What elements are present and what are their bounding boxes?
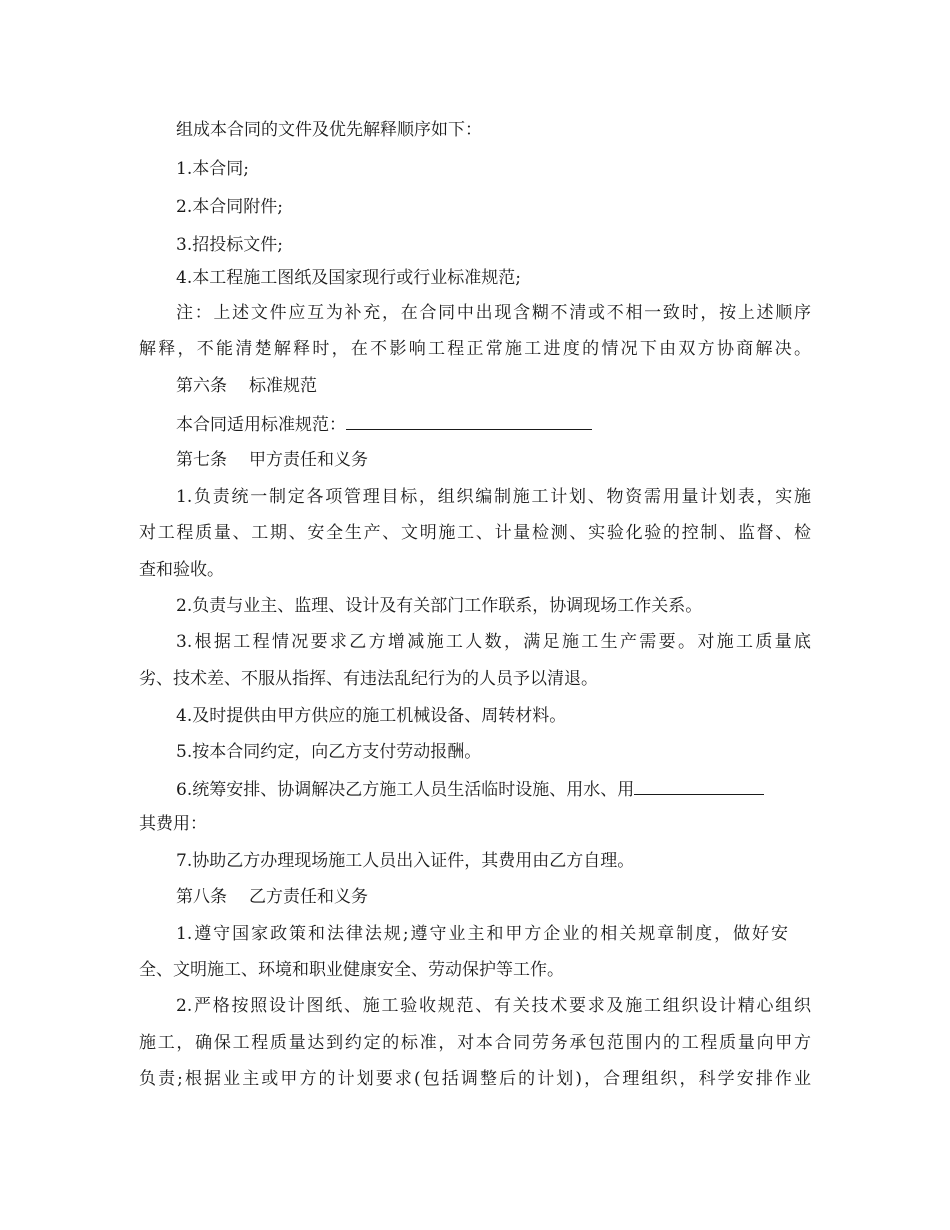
article-title: 标准规范 xyxy=(249,376,317,396)
article-title: 甲方责任和义务 xyxy=(249,450,368,470)
list-item: 5.按本合同约定，向乙方支付劳动报酬。 xyxy=(176,742,482,762)
text-line: 组成本合同的文件及优先解释顺序如下： xyxy=(176,120,482,140)
text-line: 注：上述文件应互为补充，在合同中出现含糊不清或不相一致时，按上述顺序 xyxy=(176,303,811,323)
text-line: 负责;根据业主或甲方的计划要求(包括调整后的计划)，合理组织，科学安排作业 xyxy=(139,1069,811,1089)
list-item: 3.根据工程情况要求乙方增减施工人数，满足施工生产需要。对施工质量底 xyxy=(176,632,811,652)
field-label: 本合同适用标准规范： xyxy=(176,415,346,435)
fill-in-blank xyxy=(346,411,592,430)
list-item: 2.本合同附件; xyxy=(176,197,283,217)
list-item: 7.协助乙方办理现场施工人员出入证件，其费用由乙方自理。 xyxy=(176,851,635,871)
section-heading xyxy=(176,885,368,909)
text-line: 全、文明施工、环境和职业健康安全、劳动保护等工作。 xyxy=(139,960,564,980)
text-line xyxy=(176,411,592,437)
list-item: 2.负责与业主、监理、设计及有关部门工作联系，协调现场工作关系。 xyxy=(176,596,703,616)
list-item xyxy=(176,776,764,802)
fill-in-blank xyxy=(634,776,764,795)
list-item: 1.本合同; xyxy=(176,159,249,179)
text-line: 其费用： xyxy=(139,814,207,834)
section-heading xyxy=(176,448,368,472)
list-item: 2.严格按照设计图纸、施工验收规范、有关技术要求及施工组织设计精心组织 xyxy=(176,996,811,1016)
article-number: 第七条 xyxy=(176,450,227,470)
article-number: 第八条 xyxy=(176,887,227,907)
article-title: 乙方责任和义务 xyxy=(249,887,368,907)
list-item: 4.本工程施工图纸及国家现行或行业标准规范; xyxy=(176,268,521,288)
list-item: 3.招投标文件; xyxy=(176,235,283,255)
text-line: 1.负责统一制定各项管理目标，组织编制施工计划、物资需用量计划表，实施 xyxy=(176,487,811,507)
list-item: 4.及时提供由甲方供应的施工机械设备、周转材料。 xyxy=(176,706,567,726)
text-line: 劣、技术差、不服从指挥、有违法乱纪行为的人员予以清退。 xyxy=(139,669,598,689)
text-line: 查和验收。 xyxy=(139,560,224,580)
list-item: 1.遵守国家政策和法律法规;遵守业主和甲方企业的相关规章制度，做好安 xyxy=(176,924,788,944)
list-item-text: 6.统筹安排、协调解决乙方施工人员生活临时设施、用水、用 xyxy=(176,780,635,800)
article-number: 第六条 xyxy=(176,376,227,396)
text-line: 施工，确保工程质量达到约定的标准，对本合同劳务承包范围内的工程质量向甲方 xyxy=(139,1033,811,1053)
section-heading xyxy=(176,374,317,398)
text-line: 对工程质量、工期、安全生产、文明施工、计量检测、实验化验的控制、监督、检 xyxy=(139,523,811,543)
text-line: 解释，不能清楚解释时，在不影响工程正常施工进度的情况下由双方协商解决。 xyxy=(139,339,811,359)
